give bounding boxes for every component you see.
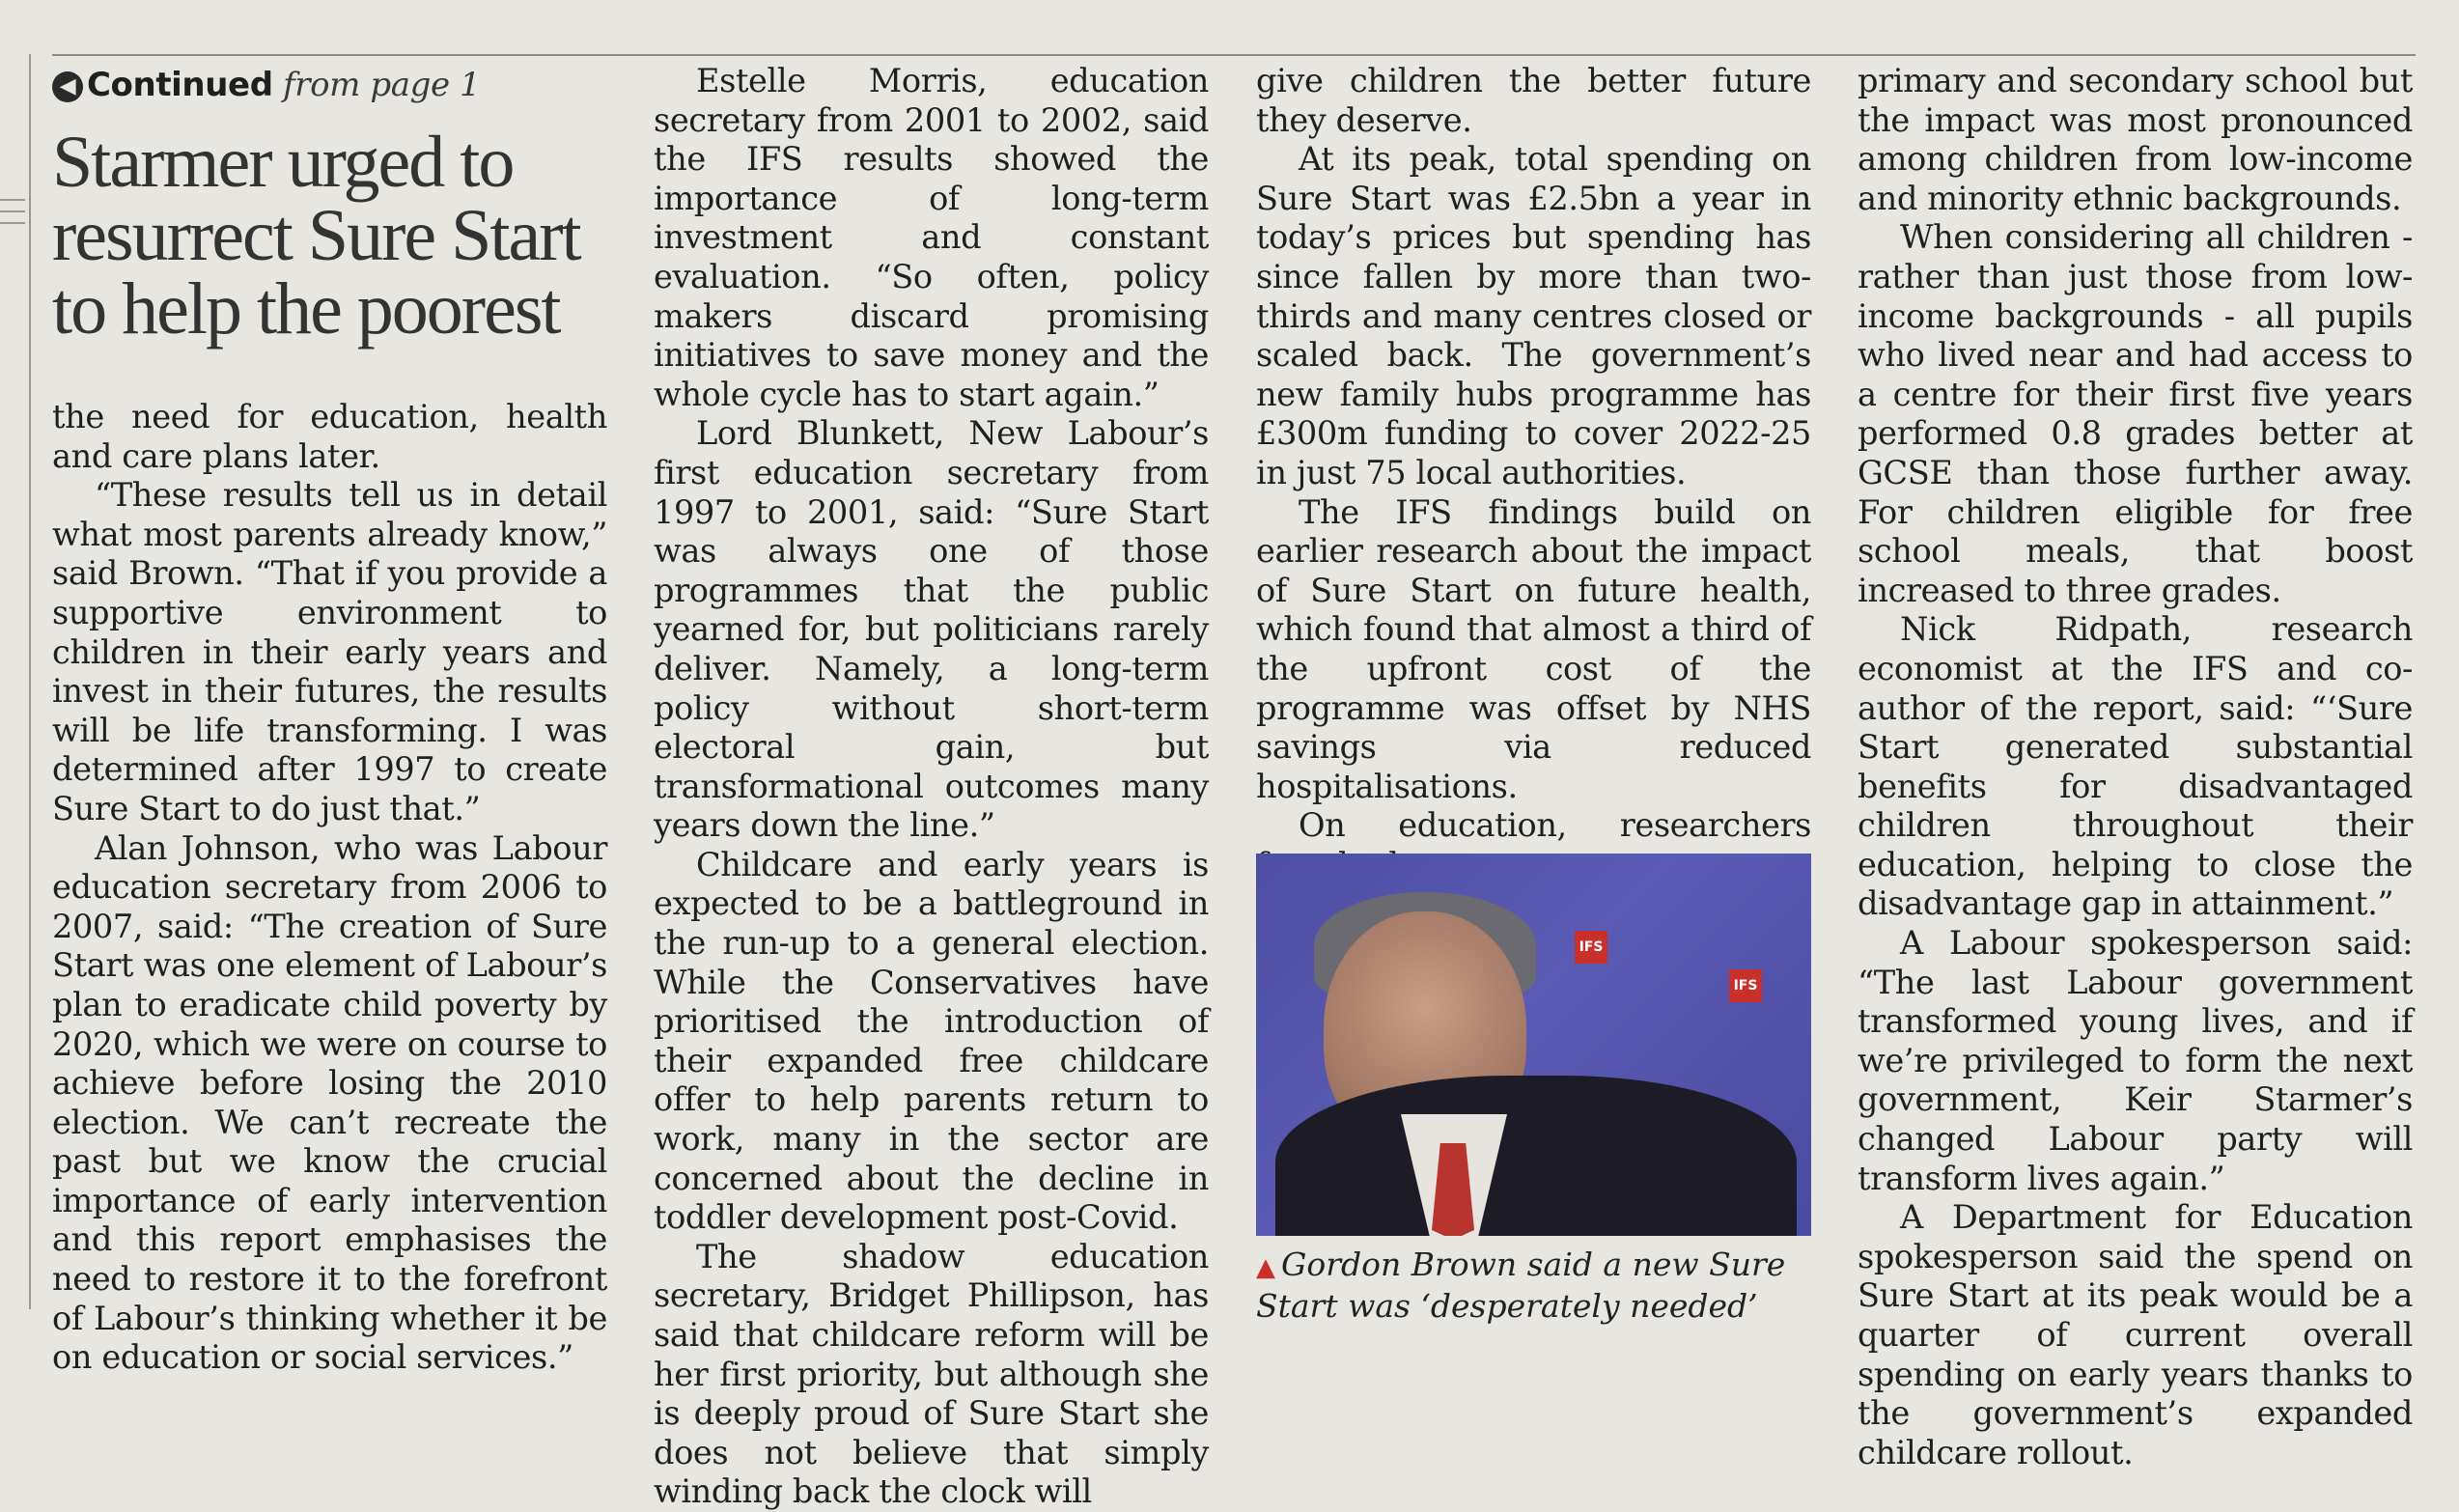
column-1 xyxy=(52,62,607,1378)
paragraph: “These results tell us in detail what most parents already know,” said Brown. “That if you provide a supportive environment to children in their early years and invest in their futures, the results will be life transforming. I was determined after 1997 to create Sure Start to do just that.” xyxy=(52,476,607,827)
paragraph: At its peak, total spending on Sure Start was £2.5bn a year in today’s prices but spending has since fallen by more than two-thirds and many centres closed or scaled back. The government’s new family hubs programme has £300m funding to cover 2022-25 in just 75 local authorities. xyxy=(1256,140,1811,491)
column-2 xyxy=(654,62,1209,1512)
paragraph: Nick Ridpath, research economist at the IFS and co-author of the report, said: “‘Sure Start generated substantial benefits for disadvantaged children throughout their education, helping to close the disadvantage gap in attainment.” xyxy=(1858,610,2413,923)
paragraph: A Department for Education spokesperson said the spend on Sure Start at its peak would be a quarter of current overall spending on early years thanks to the government’s expanded childcare rollout. xyxy=(1858,1198,2413,1471)
paragraph: Estelle Morris, education secretary from 2001 to 2002, said the IFS results showed the importance of long-term investment and constant evaluation. “So often, policy makers discard promising initiatives to save money and the whole cycle has to start again.” xyxy=(654,62,1209,413)
paragraph: The shadow education secretary, Bridget Phillipson, has said that childcare reform will be her first priority, but although she is deeply proud of Sure Start she does not believe that simply winding back the clock will xyxy=(654,1237,1209,1511)
adjacent-rule xyxy=(0,199,25,201)
column-4 xyxy=(1858,62,2413,1472)
paragraph: the need for education, health and care plans later. xyxy=(52,398,607,475)
continued-line xyxy=(52,62,607,108)
ifs-logo: IFS xyxy=(1575,931,1607,964)
paragraph: On education, researchers xyxy=(1299,806,1811,845)
caption-text: Gordon Brown said a new Sure Start was ‘desperately needed’ xyxy=(1256,1246,1786,1325)
gordon-brown-photo xyxy=(1256,854,1811,1236)
paragraph: The IFS findings build on earlier research about the impact of Sure Start on future health, which found that almost a third of the upfront cost of the programme was offset by NHS savings via reduced hospitalisations. xyxy=(1256,492,1811,805)
continued-label: Continued xyxy=(87,66,273,104)
headline: Starmer urged to resurrect Sure Start to help the poorest xyxy=(52,122,580,350)
adjacent-rule xyxy=(0,222,25,224)
adjacent-rule xyxy=(0,210,25,212)
paragraph: give children the better future they deserve. xyxy=(1256,62,1811,139)
paragraph: Alan Johnson, who was Labour education secretary from 2006 to 2007, said: “The creation of Sure Start was one element of Labour’s plan to eradicate child poverty by 2020, which we were on course to achieve before losing the 2010 election. We can’t recreate the past but we know the crucial importance of early intervention and this report emphasises the need to restore it to the forefront of Labour’s thinking whether it be on education or social services.” xyxy=(52,828,607,1377)
paragraph: A Labour spokesperson said: “The last Labour government transformed young lives, and if we’re privileged to form the next government, Keir Starmer’s changed Labour party will transform lives again.” xyxy=(1858,924,2413,1197)
paragraph: Lord Blunkett, New Labour’s first education secretary from 1997 to 2001, said: “Sure Start was always one of those programmes that the public yearned for, but politicians rarely deliver. Namely, a long-term policy without short-term electoral gain, but transformational outcomes many years down the line.” xyxy=(654,414,1209,845)
back-arrow-icon: ◀ xyxy=(52,71,83,102)
paragraph: Childcare and early years is expected to be a battleground in the run-up to a general election. While the Conservatives have prioritised the introduction of their expanded free childcare offer to help parents return to work, many in the sector are concerned about the decline in toddler development post-Covid. xyxy=(654,845,1209,1237)
paragraph: primary and secondary school but the impact was most pronounced among children from low-income and minority ethnic backgrounds. xyxy=(1858,62,2413,217)
photo-caption xyxy=(1256,1246,1811,1326)
column-3 xyxy=(1256,62,1811,964)
paragraph: When considering all children - rather than just those from low-income backgrounds - all pupils who lived near and had access to a centre for their first five years performed 0.8 grades better at GCSE than those further away. For children eligible for free school meals, that boost increased to three grades. xyxy=(1858,218,2413,609)
continued-page: from page 1 xyxy=(283,66,481,104)
caption-triangle-icon: ▲ xyxy=(1256,1253,1275,1282)
suit-shape xyxy=(1275,1076,1797,1236)
top-rule xyxy=(52,54,2416,56)
ifs-logo: IFS xyxy=(1729,969,1762,1002)
adjacent-article-border xyxy=(0,54,31,1309)
